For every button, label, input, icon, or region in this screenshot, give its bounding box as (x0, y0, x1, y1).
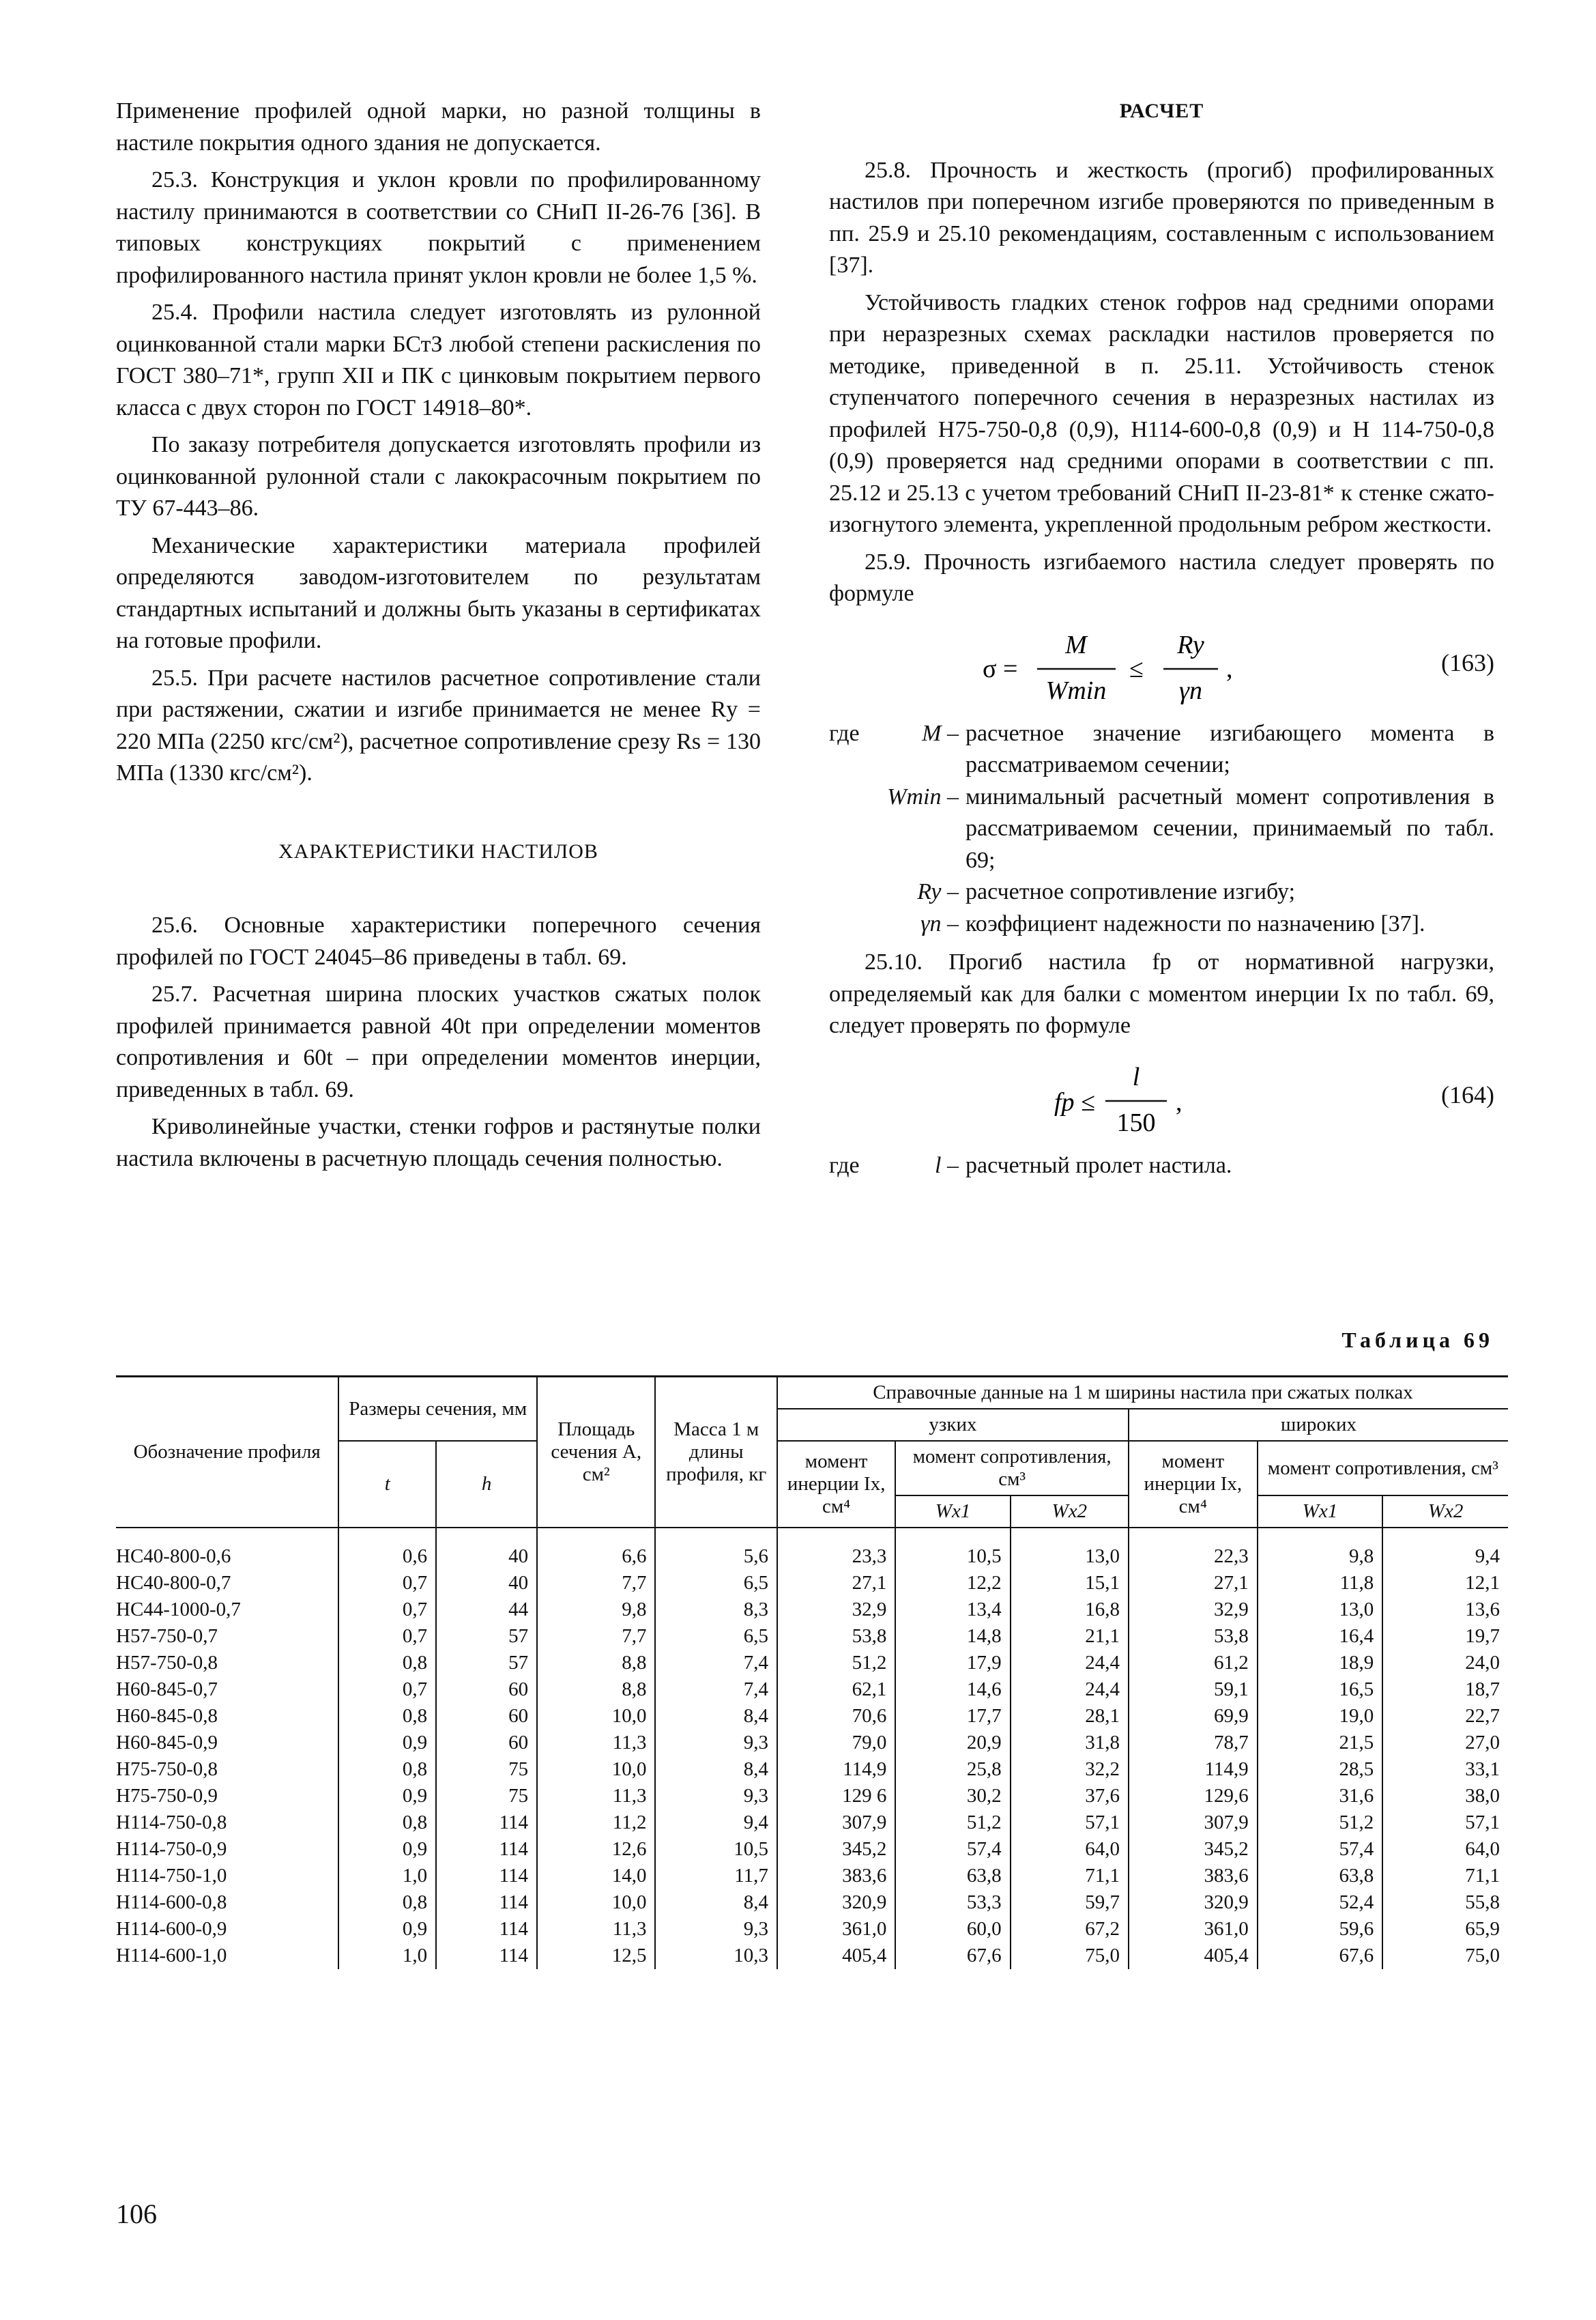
table-cell: 405,4 (777, 1943, 895, 1969)
formula-tail: , (1176, 1087, 1183, 1117)
table-cell: 24,4 (1011, 1650, 1129, 1676)
table-cell: 8,4 (655, 1703, 777, 1730)
table-cell: 59,6 (1258, 1916, 1383, 1943)
formula-tail: , (1226, 654, 1233, 683)
profile-designation-cell: Н75-750-0,8 (116, 1756, 338, 1783)
table-cell: 114 (436, 1889, 537, 1916)
header-wx1: Wx1 (1258, 1495, 1383, 1528)
table-cell: 11,3 (537, 1730, 655, 1756)
table-cell: 10,0 (537, 1703, 655, 1730)
table-cell: 307,9 (777, 1809, 895, 1836)
table-cell: 12,1 (1382, 1570, 1508, 1596)
table-row (116, 1916, 1508, 1943)
table-cell: 10,5 (655, 1836, 777, 1863)
table-cell: 63,8 (1258, 1863, 1383, 1889)
table-cell: 59,1 (1129, 1676, 1258, 1703)
table-cell: 53,8 (777, 1623, 895, 1650)
table-cell: 14,0 (537, 1863, 655, 1889)
table-cell: 6,6 (537, 1528, 655, 1570)
table-row (116, 1650, 1508, 1676)
table-cell: 63,8 (895, 1863, 1010, 1889)
table-cell: 114,9 (777, 1756, 895, 1783)
table-row (116, 1863, 1508, 1889)
table-cell: 30,2 (895, 1783, 1010, 1809)
table-cell: 0,8 (338, 1703, 436, 1730)
table-row (116, 1783, 1508, 1809)
profile-designation-cell: НС44-1000-0,7 (116, 1596, 338, 1623)
legend-text: коэффициент надежности по назначению [37]. (966, 911, 1425, 936)
table-cell: 0,8 (338, 1809, 436, 1836)
table-cell: 32,9 (777, 1596, 895, 1623)
table-cell: 114 (436, 1916, 537, 1943)
table-cell: 53,3 (895, 1889, 1010, 1916)
profile-designation-cell: Н114-600-0,9 (116, 1916, 338, 1943)
table-cell: 21,1 (1011, 1623, 1129, 1650)
paragraph: 25.5. При расчете настилов расчетное сопротивление стали при растяжении, сжатии и изгибе принимается не менее Rу = 220 МПа (2250 кгс/см²), расчетное сопротивление срезу Rs = 130 МПа (1330 кгс/см²). (116, 665, 761, 786)
legend-label (829, 876, 884, 908)
table-cell: 24,4 (1011, 1676, 1129, 1703)
table-cell: 9,3 (655, 1916, 777, 1943)
table-cell: 44 (436, 1596, 537, 1623)
profile-table (116, 1375, 1508, 1969)
table-cell: 0,8 (338, 1650, 436, 1676)
table-cell: 11,3 (537, 1783, 655, 1809)
table-cell: 9,4 (1382, 1528, 1508, 1570)
table-cell: 0,7 (338, 1676, 436, 1703)
table-cell: 27,1 (777, 1570, 895, 1596)
table-cell: 10,3 (655, 1943, 777, 1969)
header-area: Площадь сечения A, см² (537, 1377, 655, 1528)
table-cell: 62,1 (777, 1676, 895, 1703)
table-row (116, 1703, 1508, 1730)
table-cell: 60 (436, 1730, 537, 1756)
profile-designation-cell: Н114-750-1,0 (116, 1863, 338, 1889)
table-cell: 114 (436, 1943, 537, 1969)
table-cell: 1,0 (338, 1943, 436, 1969)
paragraph: По заказу потребителя допускается изготовлять профили из оцинкованной рулонной стали с лакокрасочным покрытием по ТУ 67-443–86. (116, 432, 761, 521)
formula-164-graphic (829, 1048, 1389, 1150)
formula-denominator: γn (1179, 676, 1202, 705)
legend-text: расчетный пролет настила. (966, 1152, 1232, 1178)
legend-label: где (829, 720, 860, 746)
table-cell: 57,4 (895, 1836, 1010, 1863)
table-cell: 0,9 (338, 1916, 436, 1943)
profile-designation-cell: НС40-800-0,7 (116, 1570, 338, 1596)
table-cell: 27,1 (1129, 1570, 1258, 1596)
table-cell: 27,0 (1382, 1730, 1508, 1756)
header-wide: широких (1129, 1409, 1508, 1441)
table-cell: 20,9 (895, 1730, 1010, 1756)
table-cell: 71,1 (1382, 1863, 1508, 1889)
table-cell: 8,4 (655, 1756, 777, 1783)
paragraph: 25.6. Основные характеристики поперечного сечения профилей по ГОСТ 24045–86 приведены в табл. 69. (116, 913, 761, 970)
table-cell: 0,7 (338, 1623, 436, 1650)
table-cell: 28,1 (1011, 1703, 1129, 1730)
paragraph: 25.9. Прочность изгибаемого настила следует проверять по формуле (829, 549, 1494, 606)
table-cell: 0,9 (338, 1730, 436, 1756)
table-cell: 13,0 (1011, 1528, 1129, 1570)
table-cell: 51,2 (1258, 1809, 1383, 1836)
table-cell: 13,0 (1258, 1596, 1383, 1623)
table-cell: 67,6 (1258, 1943, 1383, 1969)
table-cell: 345,2 (1129, 1836, 1258, 1863)
table-cell: 31,6 (1258, 1783, 1383, 1809)
paragraph: Устойчивость гладких стенок гофров над средними опорами при неразрезных схемах раскладки настилов проверяется по методике, приведенной в п. 25.11. Устойчивость стенок ступенчатого поперечного сечения в неразрезных настилах из профилей Н75-750-0,8 (0,9), Н114-600-0,8 (0,9) и Н 114-750-0,8 (0,9) проверяется над средними опорами в соответствии с пп. 25.12 и 25.13 с учетом требований СНиП II-23-81* к стенке сжато-изогнутого элемента, укрепленной продольным ребром жесткости. (829, 289, 1494, 537)
table-cell: 7,4 (655, 1650, 777, 1676)
legend-symbol: l – (935, 1152, 959, 1178)
table-cell: 16,5 (1258, 1676, 1383, 1703)
table-cell: 32,2 (1011, 1756, 1129, 1783)
legend-label: где (829, 1152, 860, 1178)
profile-designation-cell: Н60-845-0,7 (116, 1676, 338, 1703)
section-heading: ХАРАКТЕРИСТИКИ НАСТИЛОВ (278, 840, 598, 863)
table-row (116, 1943, 1508, 1969)
table-cell: 17,7 (895, 1703, 1010, 1730)
table-cell: 70,6 (777, 1703, 895, 1730)
table-cell: 7,7 (537, 1570, 655, 1596)
table-cell: 1,0 (338, 1863, 436, 1889)
table-cell: 320,9 (777, 1889, 895, 1916)
table-cell: 75 (436, 1783, 537, 1809)
paragraph: Применение профилей одной марки, но разной толщины в настиле покрытия одного здания не допускается. (116, 98, 761, 156)
table-cell: 57,1 (1011, 1809, 1129, 1836)
table-cell: 0,7 (338, 1570, 436, 1596)
table-cell: 15,1 (1011, 1570, 1129, 1596)
header-resistance: момент сопротивления, см³ (1258, 1441, 1508, 1495)
table-cell: 79,0 (777, 1730, 895, 1756)
table-cell: 6,5 (655, 1623, 777, 1650)
header-h: h (436, 1441, 537, 1528)
table-cell: 16,8 (1011, 1596, 1129, 1623)
table-cell: 40 (436, 1528, 537, 1570)
table-row (116, 1623, 1508, 1650)
table-cell: 37,6 (1011, 1783, 1129, 1809)
table-row (116, 1809, 1508, 1836)
table-cell: 8,3 (655, 1596, 777, 1623)
table-row (116, 1528, 1508, 1570)
table-cell: 24,0 (1382, 1650, 1508, 1676)
table-cell: 22,3 (1129, 1528, 1258, 1570)
header-t: t (338, 1441, 436, 1528)
table-cell: 10,0 (537, 1889, 655, 1916)
formula-numerator: Ry (1177, 630, 1204, 659)
table-cell: 345,2 (777, 1836, 895, 1863)
table-cell: 57 (436, 1623, 537, 1650)
header-wx2: Wx2 (1382, 1495, 1508, 1528)
table-cell: 114,9 (1129, 1756, 1258, 1783)
table-cell: 0,6 (338, 1528, 436, 1570)
table-cell: 9,8 (1258, 1528, 1383, 1570)
table-cell: 11,7 (655, 1863, 777, 1889)
table-cell: 51,2 (777, 1650, 895, 1676)
formula-denominator: 150 (1116, 1108, 1156, 1137)
table-cell: 17,9 (895, 1650, 1010, 1676)
formula-164 (829, 1048, 1494, 1150)
formula-numerator: l (1132, 1062, 1140, 1091)
table-cell: 11,8 (1258, 1570, 1383, 1596)
profile-designation-cell: Н114-600-0,8 (116, 1889, 338, 1916)
table-row (116, 1570, 1508, 1596)
table-cell: 361,0 (1129, 1916, 1258, 1943)
table-cell: 320,9 (1129, 1889, 1258, 1916)
table-cell: 60 (436, 1703, 537, 1730)
table-cell: 22,7 (1382, 1703, 1508, 1730)
table-cell: 361,0 (777, 1916, 895, 1943)
legend-text: расчетное значение изгибающего момента в рассматриваемом сечении; (966, 720, 1494, 777)
formula-lhs: σ = (983, 654, 1018, 683)
formula-number: (164) (1441, 1080, 1494, 1108)
header-wx2: Wx2 (1011, 1495, 1129, 1528)
table-cell: 307,9 (1129, 1809, 1258, 1836)
table-row (116, 1836, 1508, 1863)
table-cell: 67,6 (895, 1943, 1010, 1969)
section-heading: РАСЧЕТ (1119, 100, 1204, 122)
table-cell: 57,4 (1258, 1836, 1383, 1863)
table-title: Таблица 69 (1341, 1328, 1494, 1352)
table-cell: 10,5 (895, 1528, 1010, 1570)
table-cell: 0,7 (338, 1596, 436, 1623)
profile-designation-cell: Н114-750-0,8 (116, 1809, 338, 1836)
table-cell: 7,7 (537, 1623, 655, 1650)
table-cell: 6,5 (655, 1570, 777, 1596)
table-cell: 12,5 (537, 1943, 655, 1969)
table-cell: 13,4 (895, 1596, 1010, 1623)
legend-symbol: Wmin – (887, 784, 959, 810)
table-cell: 18,9 (1258, 1650, 1383, 1676)
profile-designation-cell: Н57-750-0,7 (116, 1623, 338, 1650)
paragraph: 25.4. Профили настила следует изготовлять из рулонной оцинкованной стали марки БСтЗ любой степени раскисления по ГОСТ 380–71*, групп XII и ПК с цинковым покрытием первого класса с двух сторон по ГОСТ 14918–80*. (116, 300, 761, 420)
table-cell: 59,7 (1011, 1889, 1129, 1916)
table-cell: 7,4 (655, 1676, 777, 1703)
paragraph: Механические характеристики материала профилей определяются заводом-изготовителем по результатам стандартных испытаний и должны быть указаны в сертификатах на готовые профили. (116, 532, 761, 653)
header-reference: Справочные данные на 1 м ширины настила при сжатых полках (777, 1377, 1508, 1409)
paragraph: 25.8. Прочность и жесткость (прогиб) профилированных настилов при поперечном изгибе проверяются по приведенным в пп. 25.9 и 25.10 рекомендациям, составленным с использованием [37]. (829, 157, 1494, 278)
table-cell: 8,4 (655, 1889, 777, 1916)
table-cell: 61,2 (1129, 1650, 1258, 1676)
table-cell: 9,4 (655, 1809, 777, 1836)
table-cell: 383,6 (777, 1863, 895, 1889)
table-cell: 129 6 (777, 1783, 895, 1809)
table-body (116, 1528, 1508, 1969)
table-cell: 32,9 (1129, 1596, 1258, 1623)
legend-symbol: M – (922, 720, 959, 746)
table-cell: 16,4 (1258, 1623, 1383, 1650)
table-cell: 9,3 (655, 1730, 777, 1756)
paragraph: 25.3. Конструкция и уклон кровли по профилированному настилу принимаются в соответствии со СНиП II-26-76 [36]. В типовых конструкциях покрытий с применением профилированного настила принят уклон кровли не более 1,5 %. (116, 167, 761, 288)
paragraph: Криволинейные участки, стенки гофров и растянутые полки настила включены в расчетную площадь сечения полностью. (116, 1114, 761, 1171)
formula-numerator: M (1065, 630, 1087, 659)
table-cell: 0,8 (338, 1756, 436, 1783)
profile-designation-cell: Н60-845-0,9 (116, 1730, 338, 1756)
formula-163-graphic (829, 616, 1389, 718)
table-cell: 75 (436, 1756, 537, 1783)
formula-denominator: Wmin (1045, 676, 1107, 705)
table-row (116, 1756, 1508, 1783)
table-cell: 8,8 (537, 1650, 655, 1676)
table-row (116, 1676, 1508, 1703)
header-inertia: момент инерции Ix, см⁴ (777, 1441, 895, 1528)
table-cell: 60 (436, 1676, 537, 1703)
table-cell: 69,9 (1129, 1703, 1258, 1730)
table-cell: 11,3 (537, 1916, 655, 1943)
page-number: 106 (116, 2199, 157, 2229)
table-cell: 0,9 (338, 1783, 436, 1809)
table-cell: 64,0 (1382, 1836, 1508, 1863)
table-cell: 14,8 (895, 1623, 1010, 1650)
table-cell: 31,8 (1011, 1730, 1129, 1756)
formula-legend (829, 718, 1494, 941)
header-mass: Масса 1 м длины профиля, кг (655, 1377, 777, 1528)
table-cell: 114 (436, 1863, 537, 1889)
profile-designation-cell: Н60-845-0,8 (116, 1703, 338, 1730)
table-cell: 383,6 (1129, 1863, 1258, 1889)
legend-text: расчетное сопротивление изгибу; (966, 879, 1296, 904)
table-cell: 78,7 (1129, 1730, 1258, 1756)
paragraph: 25.10. Прогиб настила fp от нормативной нагрузки, определяемый как для балки с моментом инерции Ix по табл. 69, следует проверять по формуле (829, 949, 1494, 1038)
table-cell: 25,8 (895, 1756, 1010, 1783)
table-cell: 38,0 (1382, 1783, 1508, 1809)
header-narrow: узких (777, 1409, 1129, 1441)
table-cell: 10,0 (537, 1756, 655, 1783)
left-column (116, 96, 761, 1180)
table-cell: 67,2 (1011, 1916, 1129, 1943)
header-inertia: момент инерции Ix, см⁴ (1129, 1441, 1258, 1528)
table-cell: 40 (436, 1570, 537, 1596)
table-cell: 75,0 (1011, 1943, 1129, 1969)
legend-label (829, 908, 884, 941)
table-cell: 114 (436, 1809, 537, 1836)
formula-relation: ≤ (1129, 654, 1144, 683)
table-cell: 52,4 (1258, 1889, 1383, 1916)
table-cell: 57,1 (1382, 1809, 1508, 1836)
table-cell: 60,0 (895, 1916, 1010, 1943)
table-cell: 33,1 (1382, 1756, 1508, 1783)
table-cell: 0,9 (338, 1836, 436, 1863)
table-cell: 9,3 (655, 1783, 777, 1809)
table-cell: 64,0 (1011, 1836, 1129, 1863)
table-cell: 12,6 (537, 1836, 655, 1863)
table-row (116, 1596, 1508, 1623)
table-cell: 12,2 (895, 1570, 1010, 1596)
profile-designation-cell: Н57-750-0,8 (116, 1650, 338, 1676)
header-resistance: момент сопротивления, см³ (895, 1441, 1129, 1495)
profile-designation-cell: НС40-800-0,6 (116, 1528, 338, 1570)
table-cell: 18,7 (1382, 1676, 1508, 1703)
table-cell: 57 (436, 1650, 537, 1676)
table-cell: 19,0 (1258, 1703, 1383, 1730)
table-cell: 21,5 (1258, 1730, 1383, 1756)
profile-designation-cell: Н114-600-1,0 (116, 1943, 338, 1969)
header-wx1: Wx1 (895, 1495, 1010, 1528)
table-row (116, 1889, 1508, 1916)
table-cell: 75,0 (1382, 1943, 1508, 1969)
formula-number: (163) (1441, 648, 1494, 676)
legend-label (829, 782, 884, 877)
table-cell: 9,8 (537, 1596, 655, 1623)
paragraph: 25.7. Расчетная ширина плоских участков сжатых полок профилей принимается равной 40t при определении моментов сопротивления и 60t – при определении моментов инерции, приведенных в табл. 69. (116, 982, 761, 1102)
formula-legend (829, 1150, 1494, 1182)
legend-symbol: Ry – (917, 879, 959, 904)
legend-text: минимальный расчетный момент сопротивления в рассматриваемом сечении, принимаемый по табл. 69; (966, 784, 1494, 873)
table-cell: 129,6 (1129, 1783, 1258, 1809)
table-cell: 53,8 (1129, 1623, 1258, 1650)
table-cell: 5,6 (655, 1528, 777, 1570)
table-cell: 114 (436, 1836, 537, 1863)
table-cell: 65,9 (1382, 1916, 1508, 1943)
legend-symbol: γn – (920, 911, 959, 936)
table-cell: 14,6 (895, 1676, 1010, 1703)
right-column (829, 96, 1494, 1182)
formula-163 (829, 616, 1494, 718)
table-cell: 8,8 (537, 1676, 655, 1703)
table-cell: 71,1 (1011, 1863, 1129, 1889)
profile-designation-cell: Н75-750-0,9 (116, 1783, 338, 1809)
table-cell: 13,6 (1382, 1596, 1508, 1623)
table-cell: 0,8 (338, 1889, 436, 1916)
header-dims: Размеры сечения, мм (338, 1377, 537, 1442)
formula-lhs: fp ≤ (1054, 1087, 1095, 1117)
table-cell: 19,7 (1382, 1623, 1508, 1650)
table-cell: 55,8 (1382, 1889, 1508, 1916)
table-cell: 28,5 (1258, 1756, 1383, 1783)
profile-designation-cell: Н114-750-0,9 (116, 1836, 338, 1863)
header-designation: Обозначение профиля (116, 1377, 338, 1528)
table-cell: 11,2 (537, 1809, 655, 1836)
table-cell: 405,4 (1129, 1943, 1258, 1969)
table-cell: 51,2 (895, 1809, 1010, 1836)
table-cell: 23,3 (777, 1528, 895, 1570)
table-row (116, 1730, 1508, 1756)
